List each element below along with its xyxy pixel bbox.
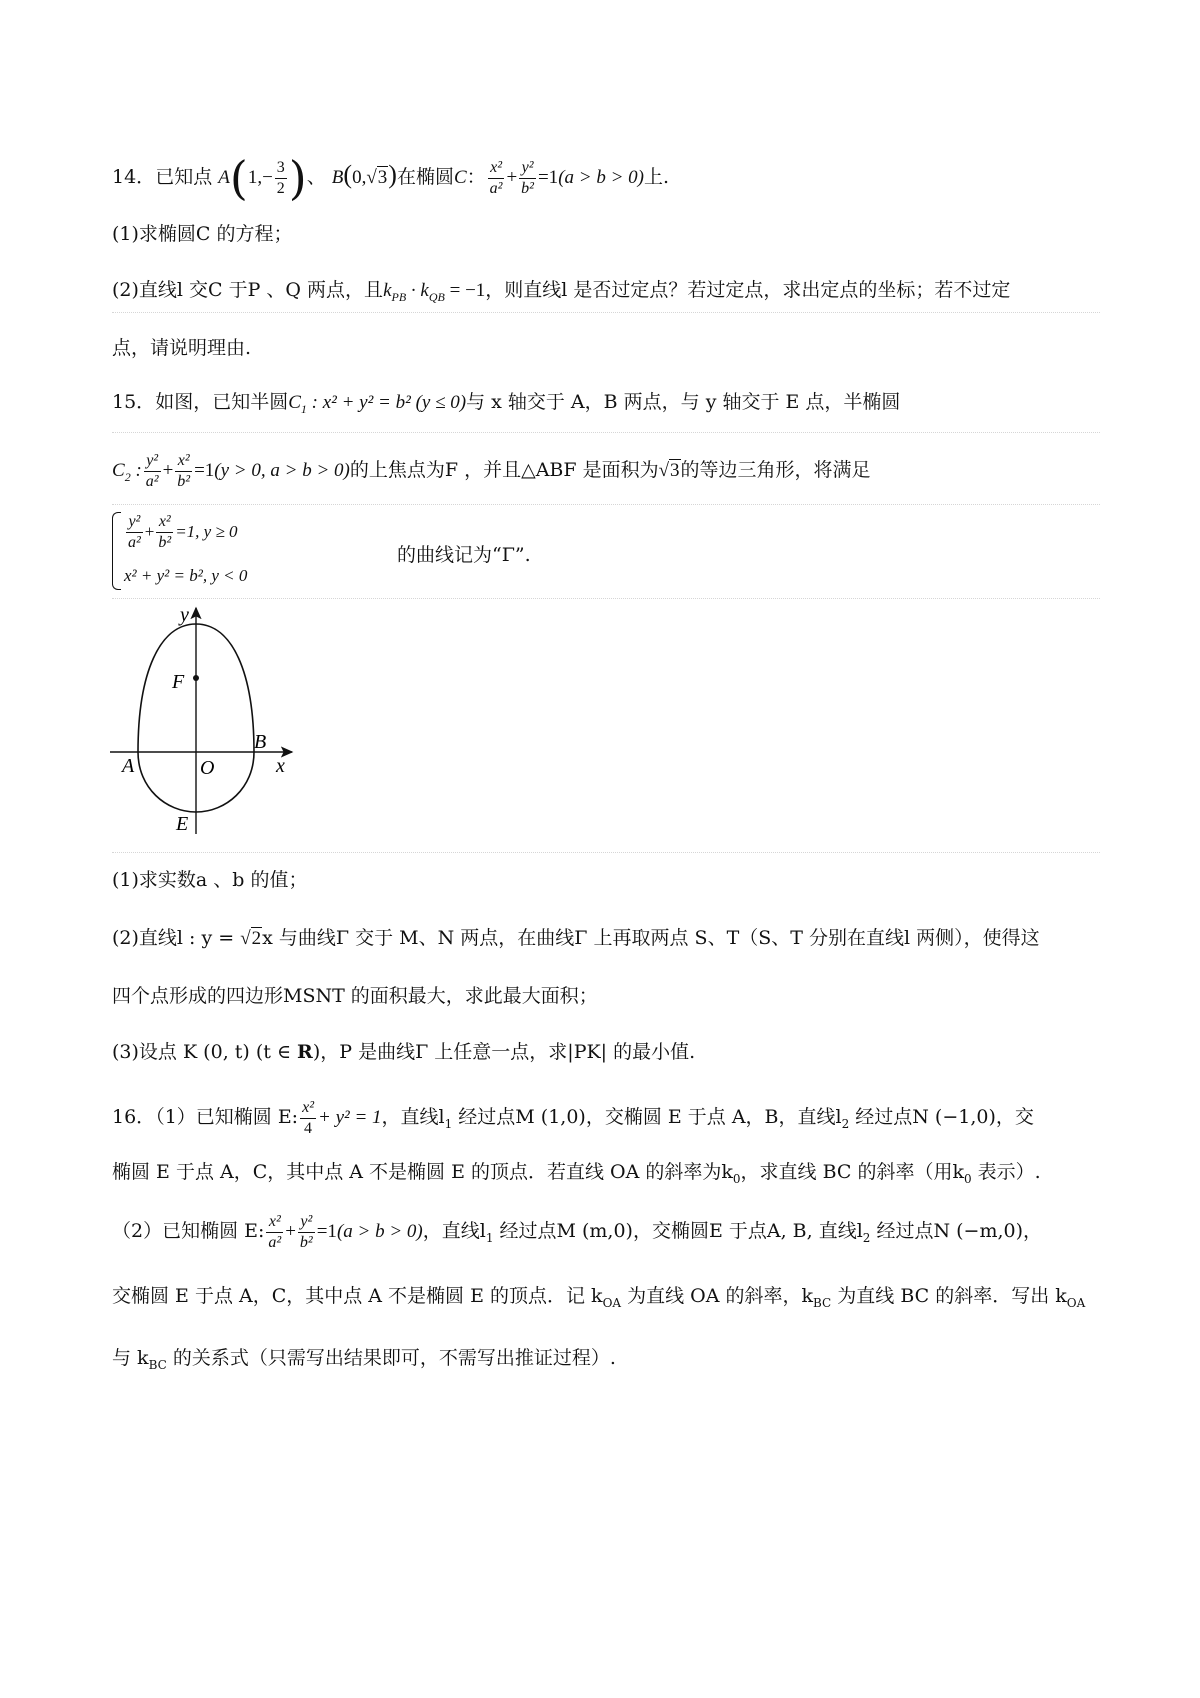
curve-label: C (453, 167, 467, 188)
text: 的等边三角形，将满足 (680, 459, 871, 481)
q16-line4 (112, 1284, 1102, 1315)
curve-C2 (112, 460, 142, 484)
q14-part1: (1)求椭圆C 的方程； (112, 223, 293, 245)
text: 经过点N (−m,0)， (870, 1220, 1043, 1242)
separator (112, 504, 1100, 505)
denominator: a² (145, 472, 159, 490)
paren: ) (388, 160, 397, 189)
text: (2)直线l : y = (112, 927, 241, 949)
minus: − (262, 167, 273, 188)
q14-statement (112, 150, 1102, 205)
text: 已知点 (155, 166, 213, 188)
label-O: O (200, 757, 215, 779)
separator (112, 852, 1100, 853)
text: 与 x 轴交于 A，B 两点，与 y 轴交于 E 点，半椭圆 (466, 391, 901, 413)
text: 在椭圆 (396, 166, 454, 188)
separator (112, 312, 1100, 313)
coord: 0, (352, 167, 367, 188)
q16-line5 (112, 1346, 1102, 1377)
subscript: QB (428, 290, 445, 304)
C: C (288, 392, 301, 413)
separator (112, 598, 1100, 599)
text: 交椭圆 E 于点 A，C，其中点 A 不是椭圆 E 的顶点．记 k (112, 1285, 603, 1307)
text: (3)设点 K (0, t) (t ∈ (112, 1041, 298, 1063)
subscript: OA (1066, 1296, 1086, 1310)
plus: + (285, 1221, 296, 1242)
subscript: 1 (444, 1117, 453, 1131)
egg-curve-figure (108, 602, 308, 842)
subscript: 2 (124, 470, 131, 484)
equation: =1 (537, 167, 559, 188)
focus-point (193, 675, 199, 681)
q15-part1: (1)求实数a 、b 的值； (112, 869, 308, 891)
coord: 1, (247, 167, 263, 188)
numerator: y² (144, 451, 161, 472)
denominator: b² (177, 472, 191, 490)
question-number: 14． (112, 166, 156, 188)
text: 为直线 OA 的斜率，k (621, 1285, 814, 1307)
question-number: 15． (112, 391, 156, 413)
text: 表示）. (971, 1161, 1041, 1183)
fraction (300, 1098, 316, 1139)
reals-symbol: R (297, 1041, 313, 1063)
text: 上. (643, 166, 670, 188)
sqrt: √2 (240, 928, 262, 949)
fraction (175, 451, 192, 492)
text: ，直线l (381, 1106, 445, 1128)
separator (112, 432, 1100, 433)
equation: =1 (194, 460, 215, 481)
fraction (156, 512, 173, 553)
fraction (144, 451, 161, 492)
radicand: 3 (377, 167, 388, 188)
k: k (383, 280, 392, 301)
text: ，则直线l 是否过定点？若过定点，求出定点的坐标；若不过定 (485, 279, 1011, 301)
condition: (y > 0, a > b > 0) (214, 460, 350, 481)
numerator: y² (298, 1212, 315, 1233)
text: x 与曲线Γ 交于 M、N 两点，在曲线Γ 上再取两点 S、T（S、T 分别在直线l 两侧），使得这 (262, 927, 1040, 949)
sqrt: √3 (366, 167, 388, 188)
radicand: 2 (251, 928, 262, 949)
subscript: BC (148, 1358, 167, 1372)
text: （2）已知椭圆 E: (112, 1220, 265, 1242)
q16-line1 (112, 1094, 1102, 1140)
q15-part2 (112, 926, 1102, 951)
sqrt: √3 (658, 460, 680, 481)
system-row-1 (124, 512, 238, 553)
numerator: x² (156, 512, 173, 533)
point-label: A (218, 167, 230, 188)
q16-line2 (112, 1160, 1102, 1191)
equation: = −1 (444, 280, 486, 301)
q16-line3 (112, 1206, 1102, 1256)
text: 的关系式（只需写出结果即可，不需写出推证过程）. (166, 1347, 616, 1369)
equation: =1, y ≥ 0 (175, 522, 238, 541)
curve-C1 (288, 392, 467, 416)
label-x: x (276, 755, 285, 777)
fraction (298, 1212, 315, 1253)
condition: (a > b > 0) (336, 1221, 423, 1242)
fraction (519, 158, 536, 199)
numerator: y² (519, 158, 536, 179)
question-number: 16． (112, 1106, 156, 1128)
condition: (y ≤ 0) (415, 392, 467, 413)
text: 的上焦点为F ，并且△ABF 是面积为 (349, 459, 659, 481)
denominator: b² (521, 179, 534, 197)
equation: + y² = 1 (318, 1107, 382, 1128)
subscript: BC (813, 1296, 832, 1310)
text: 经过点M (m,0)，交椭圆E 于点A, B, 直线l (493, 1220, 863, 1242)
label-B: B (254, 731, 267, 753)
condition: (a > b > 0) (558, 167, 644, 188)
text: 经过点N (−1,0)，交 (849, 1106, 1034, 1128)
text: 椭圆 E 于点 A，C，其中点 A 不是椭圆 E 的顶点．若直线 OA 的斜率为k (112, 1161, 733, 1183)
plus: + (162, 460, 174, 481)
C: C (112, 460, 125, 481)
denominator: b² (158, 534, 172, 551)
numerator: x² (488, 158, 505, 179)
plus: + (144, 522, 155, 541)
fraction (488, 158, 505, 199)
q15-part2-cont: 四个点形成的四边形MSNT 的面积最大，求此最大面积； (112, 985, 598, 1007)
fraction (126, 512, 143, 553)
numerator: x² (300, 1098, 316, 1119)
subscript: 0 (732, 1172, 741, 1186)
denominator: 2 (276, 179, 285, 197)
subscript: 1 (485, 1231, 494, 1245)
point-label: B (331, 167, 344, 188)
q14-part2-cont: 点，请说明理由. (112, 337, 252, 359)
colon: : (130, 460, 142, 481)
equation: =1 (316, 1221, 337, 1242)
text: )，P 是曲线Γ 上任意一点，求|PK| 的最小值. (312, 1041, 696, 1063)
subscript: 2 (841, 1117, 850, 1131)
paren: ( (229, 151, 248, 205)
q15-line1 (112, 390, 1102, 421)
subscript: PB (391, 290, 407, 304)
text: 的曲线记为“Γ”. (397, 544, 531, 566)
subscript: 0 (963, 1172, 972, 1186)
fraction (266, 1212, 283, 1253)
q14-part2 (112, 278, 1102, 309)
paren: ) (288, 151, 307, 205)
subscript: 1 (300, 402, 307, 416)
q15-line2 (112, 444, 1102, 496)
text: （1）已知椭圆 E: (155, 1106, 299, 1128)
piecewise-system (112, 512, 532, 590)
text: ： (466, 166, 486, 188)
text: ，直线l (422, 1220, 486, 1242)
subscript: 2 (862, 1231, 871, 1245)
numerator: 3 (275, 158, 287, 179)
paren: ( (343, 160, 353, 189)
radicand: 3 (670, 460, 680, 481)
label-y: y (180, 604, 189, 626)
denominator: b² (299, 1233, 313, 1251)
denominator: a² (489, 179, 503, 197)
text: ，求直线 BC 的斜率（用k (740, 1161, 964, 1183)
subscript: OA (602, 1296, 622, 1310)
numerator: x² (266, 1212, 283, 1233)
plus: + (506, 167, 518, 188)
label-A: A (122, 755, 135, 777)
denominator: a² (268, 1233, 282, 1251)
text: 如图，已知半圆 (155, 391, 289, 413)
text: 、 (306, 166, 326, 188)
q15-part3 (112, 1040, 1102, 1064)
denominator: a² (128, 534, 141, 551)
fraction (275, 158, 287, 199)
brace (112, 512, 121, 590)
text: (2)直线l 交C 于P 、Q 两点，且 (112, 279, 384, 301)
numerator: y² (126, 512, 143, 533)
equation: : x² + y² = b² (306, 392, 411, 413)
label-F: F (172, 671, 185, 693)
text: 经过点M (1,0)，交椭圆 E 于点 A，B，直线l (452, 1106, 842, 1128)
text: 为直线 BC 的斜率．写出 k (831, 1285, 1067, 1307)
slope-product (383, 280, 486, 304)
text: 与 k (112, 1347, 149, 1369)
numerator: x² (175, 451, 192, 472)
denominator: 4 (304, 1119, 313, 1137)
system-row-2: x² + y² = b², y < 0 (124, 566, 248, 585)
label-E: E (176, 813, 189, 835)
k: · k (406, 280, 429, 301)
